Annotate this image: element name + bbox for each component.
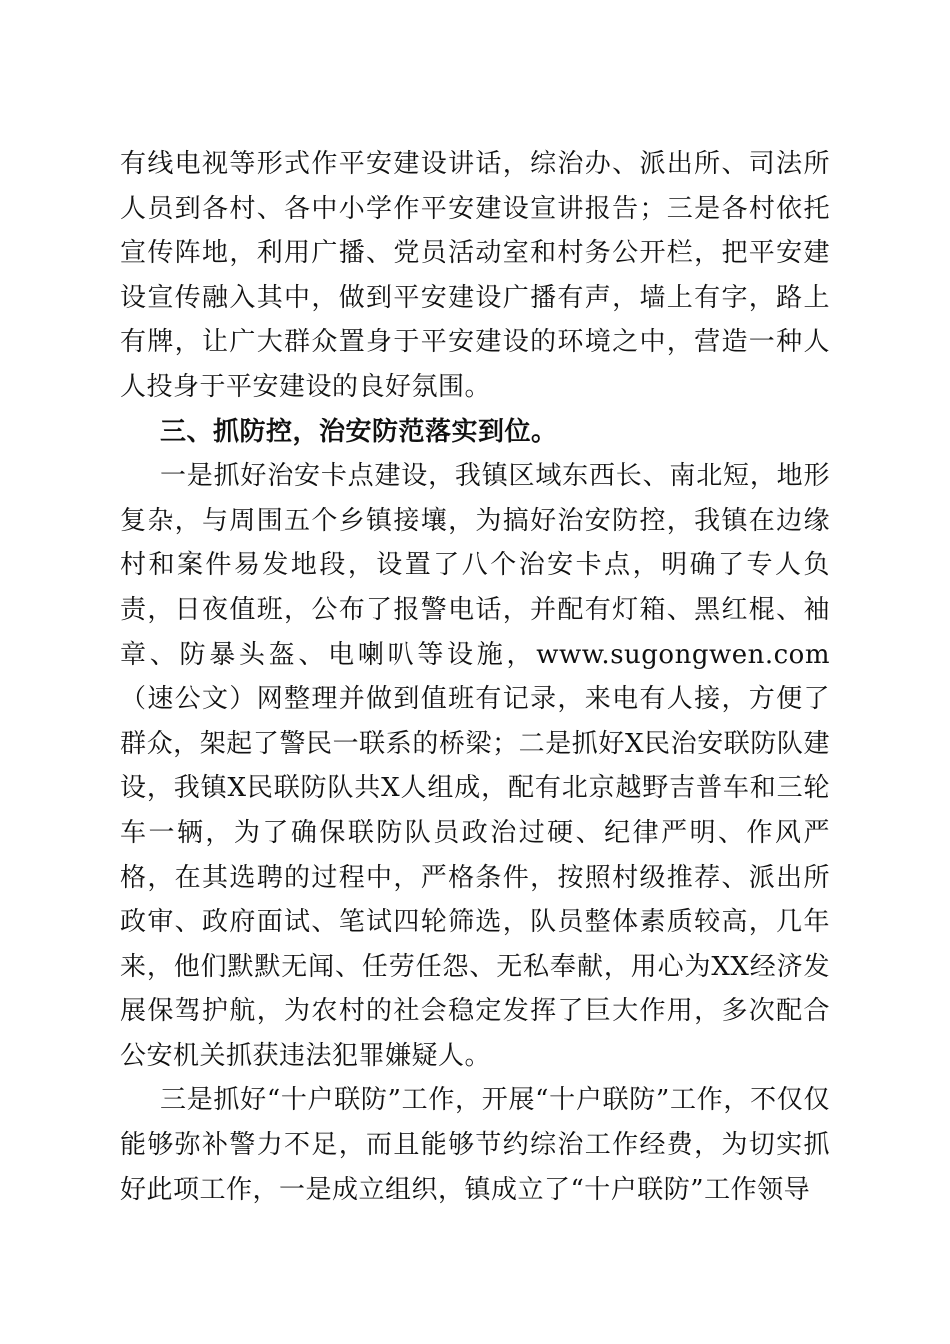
paragraph-security-checkpoints: 一是抓好治安卡点建设，我镇区域东西长、南北短，地形复杂，与周围五个乡镇接壤，为搞好治安防控，我镇在边缘村和案件易发地段，设置了八个治安卡点，明确了专人负责，日夜值班，公布了报警电话，并配有灯箱、黑红棍、袖章、防暴头盔、电喇叭等设施，www.sugongwen.com（速公文）网整理并做到值班有记录，来电有人接，方便了群众，架起了警民一联系的桥梁；二是抓好X民治安联防队建设，我镇X民联防队共X人组成，配有北京越野吉普车和三轮车一辆，为了确保联防队员政治过硬、纪律严明、作风严格，在其选聘的过程中，严格条件，按照村级推荐、派出所政审、政府面试、笔试四轮筛选，队员整体素质较高，几年来，他们默默无闻、任劳任怨、无私奉献，用心为XX经济发展保驾护航，为农村的社会稳定发挥了巨大作用，多次配合公安机关抓获违法犯罪嫌疑人。 [120, 461, 830, 1071]
paragraph-ten-household-defense: 三是抓好“十户联防”工作，开展“十户联防”工作，不仅仅能够弥补警力不足，而且能够节约综治工作经费，为切实抓好此项工作，一是成立组织，镇成立了“十户联防”工作领导 [120, 1085, 830, 1205]
document-body [120, 142, 830, 1212]
paragraph-continued: 有线电视等形式作平安建设讲话，综治办、派出所、司法所人员到各村、各中小学作平安建设宣讲报告；三是各村依托宣传阵地，利用广播、党员活动室和村务公开栏，把平安建设宣传融入其中，做到平安建设广播有声，墙上有字，路上有牌，让广大群众置身于平安建设的环境之中，营造一种人人投身于平安建设的良好氛围。 [120, 149, 830, 402]
section-heading-3: 三、抓防控，治安防范落实到位。 [160, 416, 558, 447]
